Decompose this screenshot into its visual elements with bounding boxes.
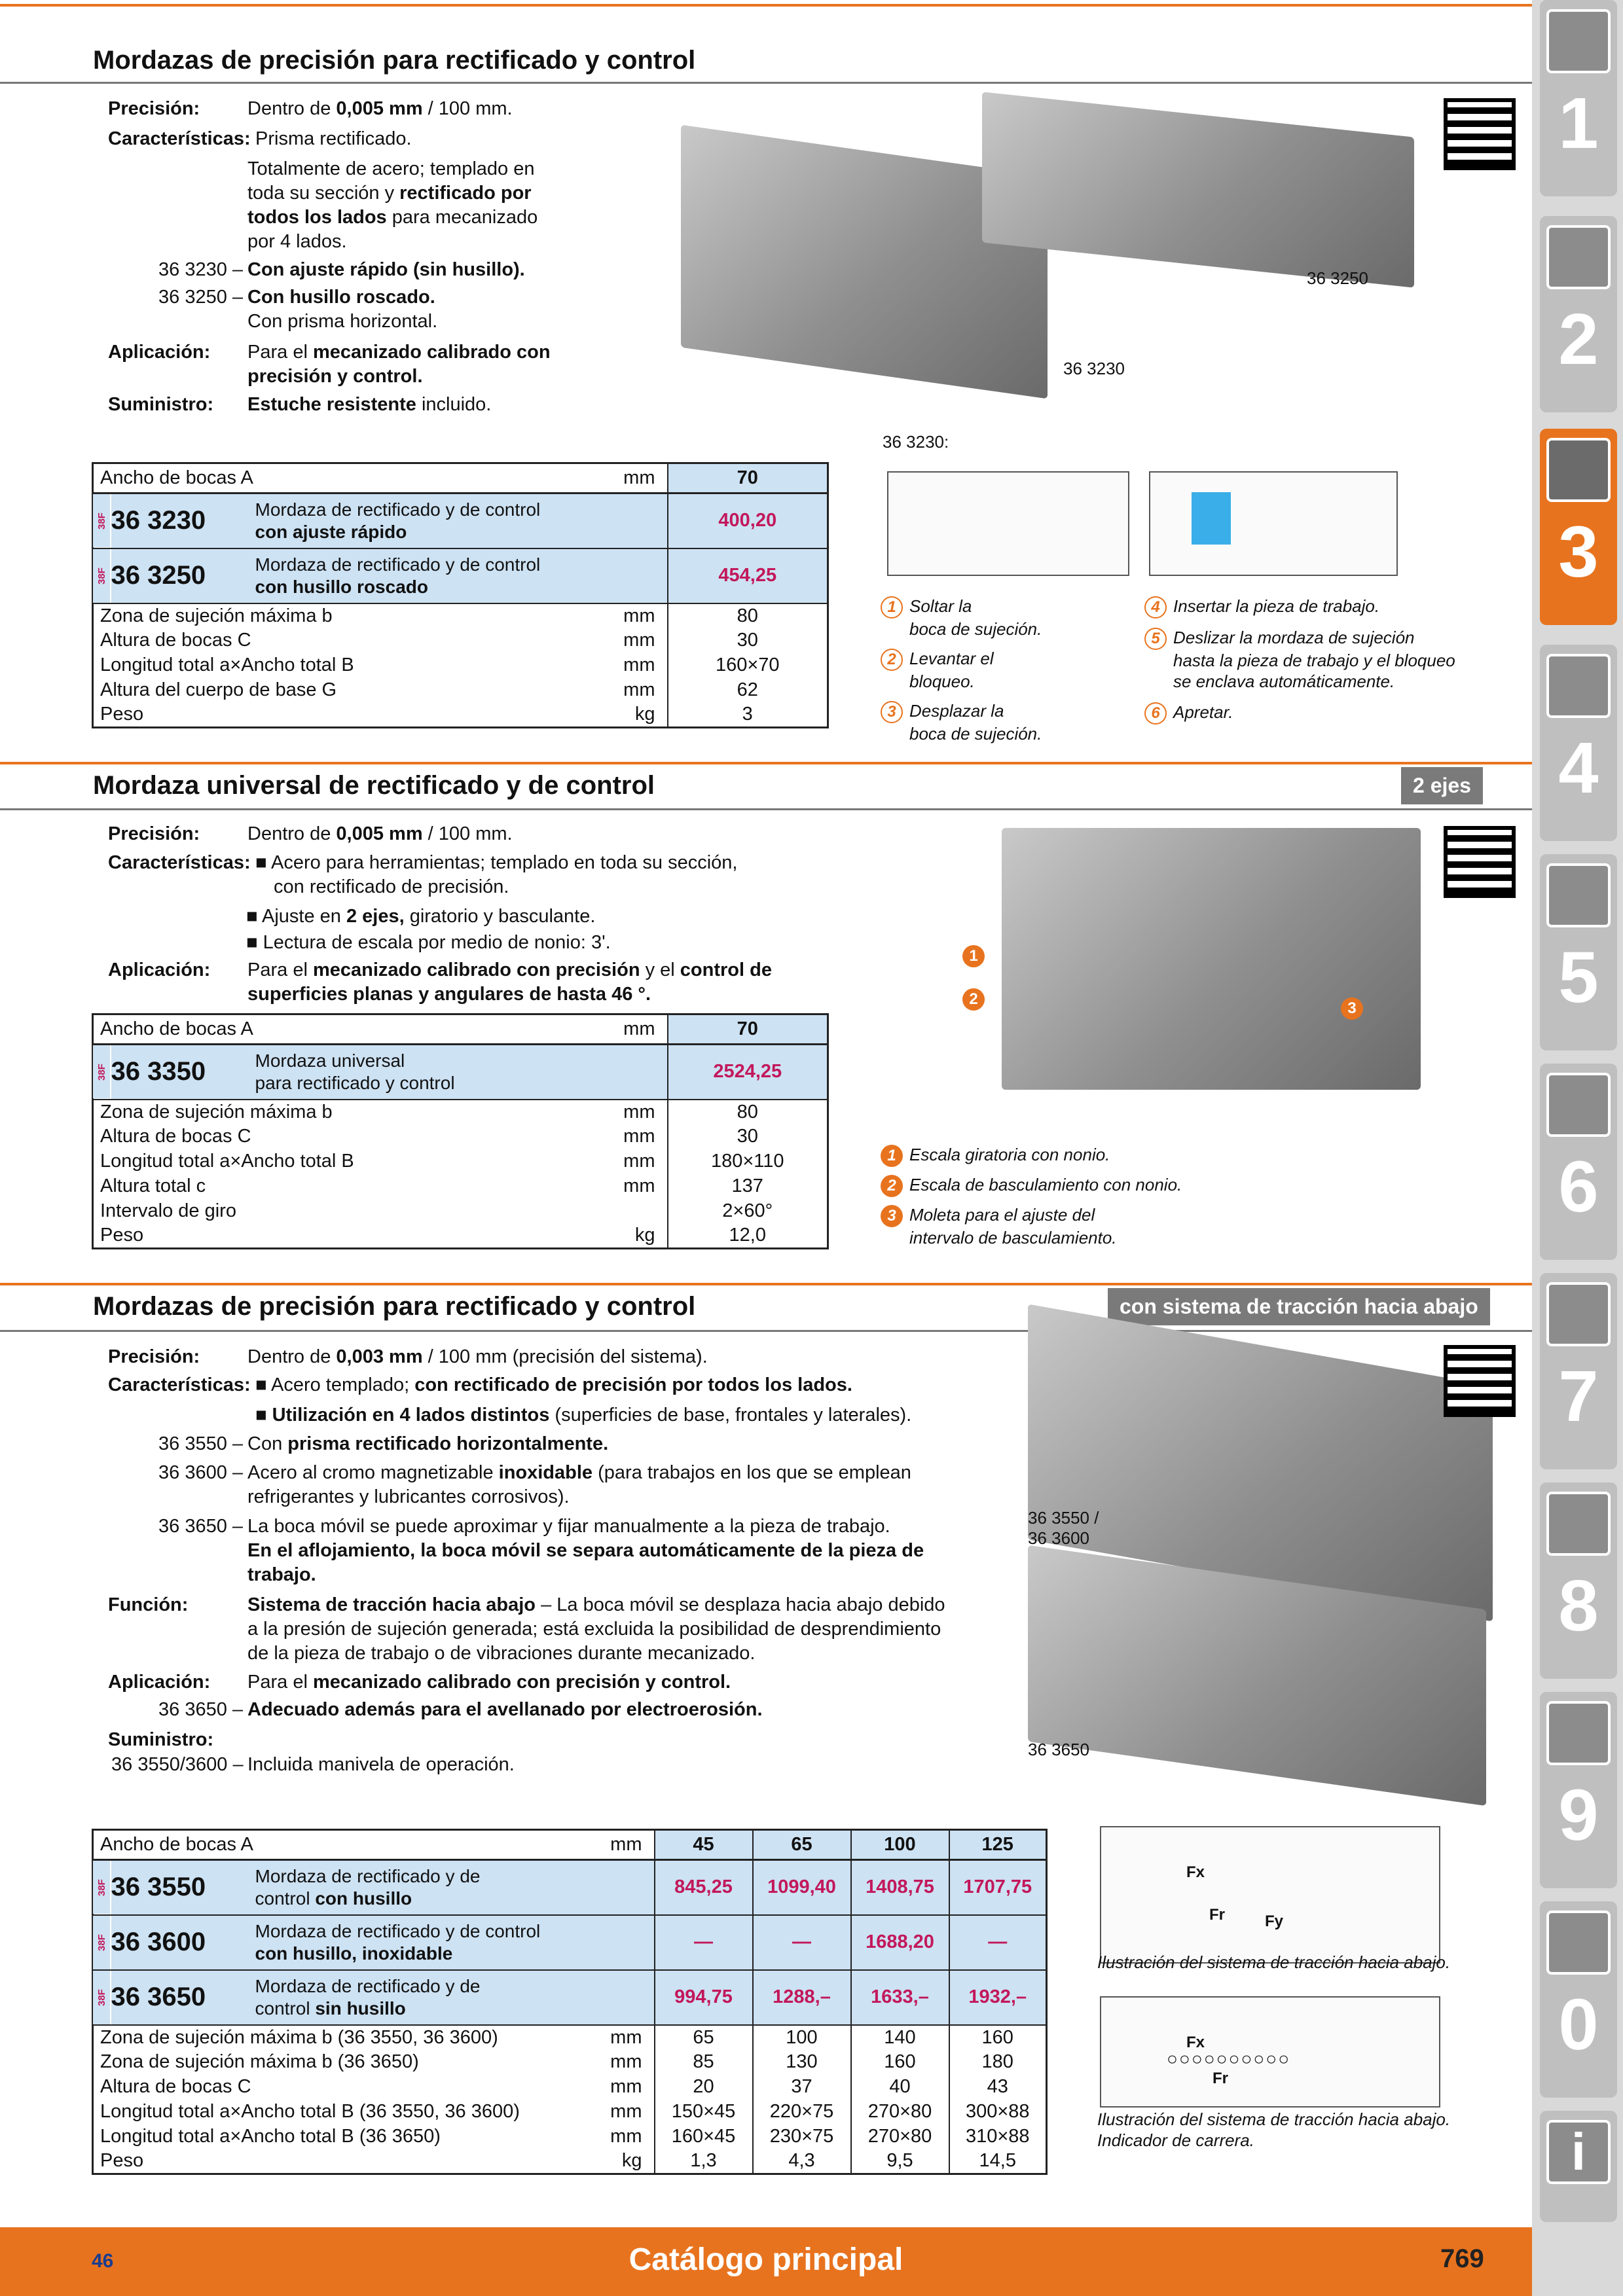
supply-label: Suministro: [108, 1729, 214, 1750]
application-label: Aplicación: [108, 342, 211, 363]
features-text: ■ Acero templado; con rectificado de precisión por todos los lados. [255, 1374, 852, 1395]
chapter-tab-3[interactable]: 3 [1540, 429, 1617, 625]
supply-text: Incluida manivela de operación. [247, 1754, 515, 1775]
chapter-tab-6[interactable]: 6 [1540, 1064, 1617, 1260]
variant-text: Con ajuste rápido (sin husillo). [247, 259, 525, 280]
section-rule [0, 762, 1532, 764]
table-row: Altura del cuerpo de base G mm 62 [93, 678, 828, 703]
callout-note: 3 Moleta para el ajuste del intervalo de basculamiento. [881, 1204, 1117, 1248]
page-number-left: 46 [92, 2250, 114, 2272]
callout-marker: 3 [1341, 997, 1370, 1020]
precision-text: Dentro de 0,005 mm / 100 mm. [247, 823, 513, 844]
chapter-tab-8[interactable]: 8 [1540, 1482, 1617, 1679]
chapter-tab-2[interactable]: 2 [1540, 216, 1617, 412]
features-text: ■ Utilización en 4 lados distintos (superficies de base, frontales y laterales). [255, 1405, 912, 1426]
application-label: Aplicación: [108, 1672, 211, 1693]
step-note: 4 Insertar la pieza de trabajo. [1144, 596, 1379, 619]
table-row: 38F 36 3250 Mordaza de rectificado y de control con husillo roscado 454,25 [93, 548, 828, 603]
diagram-caption: 36 3230: [883, 432, 949, 452]
variant-code: 36 3650 – [158, 1699, 244, 1720]
section-title-rule [0, 1330, 1532, 1332]
wrench-icon [1546, 1073, 1611, 1137]
function-label: Función: [108, 1594, 189, 1615]
operating-diagram-2 [1149, 471, 1398, 576]
application-text: Para el mecanizado calibrado con precisión y control. [247, 342, 551, 387]
photo-caption: 36 3550 / 36 3600 [1028, 1508, 1099, 1548]
drill-bit-icon [1546, 9, 1611, 73]
step-note: 1 Soltar la boca de sujeción. [881, 596, 1042, 639]
features-text: ■ Acero para herramientas; templado en toda su sección, con rectificado de precisión. [255, 852, 738, 897]
features-label: Características: [108, 852, 251, 873]
table-row: 38F 36 3550 Mordaza de rectificado y de control con husillo 845,25 1099,40 1408,75 1707,75 [93, 1860, 1047, 1915]
table-row: Zona de sujeción máxima b mm 80 [93, 1100, 828, 1124]
features-label: Características: [108, 128, 251, 149]
table-row: Altura de bocas C mm 20 37 40 43 [93, 2075, 1047, 2100]
force-diagram-2: Fx Fr ○○○○○○○○○○ [1100, 1996, 1440, 2108]
operating-diagram-1 [887, 471, 1129, 576]
photo-caption: 36 3230 [1063, 359, 1125, 378]
step-note: 3 Desplazar la boca de sujeción. [881, 700, 1042, 744]
chapter-tab-0[interactable]: 0 [1540, 1901, 1617, 2098]
variant-code: 36 3650 – [158, 1516, 244, 1537]
qr-code-icon [1444, 98, 1516, 170]
chapter-tab-4[interactable]: 4 [1540, 645, 1617, 841]
table-row: Altura total c mm 137 [93, 1174, 828, 1199]
callout-note: 1 Escala giratoria con nonio. [881, 1144, 1110, 1167]
step-note: 6 Apretar. [1144, 702, 1233, 725]
cabinet-icon [1546, 1701, 1611, 1765]
table-row: Longitud total a×Ancho total B (36 3650) mm 160×45 230×75 270×80 310×88 [93, 2125, 1047, 2149]
precision-text: Dentro de 0,005 mm / 100 mm. [247, 98, 513, 119]
table-row: Intervalo de giro 2×60° [93, 1199, 828, 1224]
application-label: Aplicación: [108, 960, 211, 980]
features-text: ■ Ajuste en 2 ejes, giratorio y basculante. [246, 906, 596, 927]
section-title-rule [0, 808, 1532, 810]
system-badge: con sistema de tracción hacia abajo [1108, 1288, 1490, 1325]
table-row: Zona de sujeción máxima b mm 80 [93, 603, 828, 628]
function-text: Sistema de tracción hacia abajo – La boca móvil se desplaza hacia abajo debido a la presión de sujeción generada; está excluida la posibilidad de desprendimiento de la pieza de trabajo o de vibraciones durante mecanizado. [247, 1594, 945, 1664]
callout-marker: 1 [962, 945, 991, 967]
chuck-icon [1546, 438, 1611, 502]
table-row: Longitud total a×Ancho total B mm 180×110 [93, 1149, 828, 1174]
variant-text: Acero al cromo magnetizable inoxidable (para trabajos en los que se emplean refrigerantes y lubricantes corrosivos). [247, 1462, 911, 1507]
precision-label: Precisión: [108, 823, 200, 844]
table-row: Zona de sujeción máxima b (36 3650) mm 85 130 160 180 [93, 2050, 1047, 2075]
variant-code: 36 3230 – [158, 259, 244, 280]
variant-text: Con prisma rectificado horizontalmente. [247, 1433, 609, 1454]
callout-marker: 2 [962, 988, 991, 1011]
section-title: Mordazas de precisión para rectificado y control [93, 1292, 696, 1321]
table-row: 38F 36 3230 Mordaza de rectificado y de control con ajuste rápido 400,20 [93, 493, 828, 548]
supply-text: Estuche resistente incluido. [247, 394, 492, 415]
features-text: Prisma rectificado. [255, 128, 412, 149]
chapter-tab-7[interactable]: 7 [1540, 1273, 1617, 1469]
table-row: 38F 36 3350 Mordaza universal para rectificado y control 2524,25 [93, 1045, 828, 1100]
page-footer [0, 2227, 1532, 2296]
pliers-icon [1546, 1282, 1611, 1346]
tool-case-icon [1546, 1492, 1611, 1556]
precision-label: Precisión: [108, 98, 200, 119]
workpiece-shape [1192, 492, 1231, 545]
table-row: Altura de bocas C mm 30 [93, 628, 828, 653]
diagram-caption: Ilustración del sistema de tracción hacia abajo. [1097, 1952, 1451, 1972]
features-label: Características: [108, 1374, 251, 1395]
section-rule [0, 1283, 1532, 1285]
hole-row-icon: ○○○○○○○○○○ [1167, 2049, 1291, 2069]
chapter-tab-9[interactable]: 9 [1540, 1692, 1617, 1888]
table-row: Longitud total a×Ancho total B mm 160×70 [93, 653, 828, 678]
section-rule [0, 4, 1532, 7]
precision-label: Precisión: [108, 1346, 200, 1367]
saw-blade-icon [1546, 863, 1611, 927]
chapter-tab-info[interactable] [1540, 2111, 1617, 2222]
spec-table: Ancho de bocas A mm 45 65 100 125 38F 36 3550 Mordaza de rectificado y de control con husillo 845,25 1099,40 1408,75 1707,75 38F 36 3600 Mordaza de rectificado y de control con husillo, inoxidable — — 1688,20 — 38F 36 3650 Mordaza de rectificado y de control sin husillo 994,75 1288,– 1633,– 1932,– Zona de sujeción máxima b (36 3550, 36 3600) mm 65 100 140 160 Zona de sujeción máxima b (36 3650) mm 85 130 160 180 Altura de bocas C mm 20 37 40 43 Longitud total a×Ancho total B (36 3550, 36 3600) mm 150×45 220×75 270×80 300×88 Longitud total a×Ancho total B (36 3650) mm 160×45 230×75 270×80 310×88 Peso kg 1,3 4,3 9,5 14,5 [92, 1829, 1048, 2175]
table-row: Peso kg 3 [93, 703, 828, 728]
qr-code-icon [1444, 1345, 1516, 1417]
photo-caption: 36 3250 [1307, 268, 1368, 288]
section-title-rule [0, 82, 1532, 84]
table-row: Longitud total a×Ancho total B (36 3550, 36 3600) mm 150×45 220×75 270×80 300×88 [93, 2100, 1047, 2125]
page-number-right: 769 [1440, 2244, 1484, 2273]
insert-tool-icon [1546, 225, 1611, 289]
features-text: ■ Lectura de escala por medio de nonio: 3'. [246, 932, 611, 953]
chapter-tab-1[interactable]: 1 [1540, 0, 1617, 196]
chapter-tab-strip [1532, 0, 1623, 2296]
application-text: Para el mecanizado calibrado con precisión y el control de superficies planas y angulares de hasta 46 °. [247, 960, 772, 1005]
callout-note: 2 Escala de basculamiento con nonio. [881, 1174, 1182, 1197]
chapter-tab-5[interactable]: 5 [1540, 854, 1617, 1050]
force-diagram-1: Fx Fr Fy [1100, 1826, 1440, 1964]
variant-code: 36 3250 – [158, 287, 244, 308]
step-note: 5 Deslizar la mordaza de sujeción hasta la pieza de trabajo y el bloqueo se enclava automáticamente. [1144, 627, 1455, 692]
safety-goggles-icon [1546, 1910, 1611, 1975]
diagram-caption: Ilustración del sistema de tracción hacia abajo. Indicador de carrera. [1097, 2109, 1451, 2150]
table-row: 38F 36 3600 Mordaza de rectificado y de control con husillo, inoxidable — — 1688,20 — [93, 1915, 1047, 1970]
axis-badge: 2 ejes [1401, 767, 1483, 804]
table-row: Peso kg 12,0 [93, 1224, 828, 1249]
variant-text: La boca móvil se puede aproximar y fijar manualmente a la pieza de trabajo. En el aflojamiento, la boca móvil se separa automáticamente de la pieza de trabajo. [247, 1516, 924, 1585]
variant-code: 36 3550 – [158, 1433, 244, 1454]
section-title: Mordaza universal de rectificado y de control [93, 771, 655, 800]
info-icon: i [1546, 2120, 1611, 2184]
variant-text: Con husillo roscado. Con prisma horizontal. [247, 287, 438, 332]
features-text-2: Totalmente de acero; templado en toda su sección y rectificado por todos los lados para mecanizado por 4 lados. [247, 158, 538, 252]
table-row: Altura de bocas C mm 30 [93, 1124, 828, 1149]
variant-text: Adecuado además para el avellanado por electroerosión. [247, 1699, 763, 1720]
caliper-icon [1546, 654, 1611, 718]
qr-code-icon [1444, 826, 1516, 898]
supply-label: Suministro: [108, 394, 214, 415]
section-title: Mordazas de precisión para rectificado y control [93, 46, 696, 75]
variant-code: 36 3550/3600 – [111, 1754, 244, 1775]
universal-vise-photo [1002, 828, 1421, 1090]
application-text: Para el mecanizado calibrado con precisión y control. [247, 1672, 731, 1693]
photo-caption: 36 3650 [1028, 1740, 1089, 1759]
precision-text: Dentro de 0,003 mm / 100 mm (precisión del sistema). [247, 1346, 708, 1367]
table-row: 38F 36 3650 Mordaza de rectificado y de control sin husillo 994,75 1288,– 1633,– 1932,– [93, 1970, 1047, 2025]
spec-table: Ancho de bocas A mm 70 38F 36 3350 Mordaza universal para rectificado y control 2524,25 Zona de sujeción máxima b mm 80 Altura de bocas C mm 30 Longitud total a×Ancho total B mm 180×110 Altura total c mm 137 Intervalo de giro 2×60° Peso kg 12,0 [92, 1013, 829, 1249]
variant-code: 36 3600 – [158, 1462, 244, 1483]
spec-table: Ancho de bocas A mm 70 38F 36 3230 Mordaza de rectificado y de control con ajuste rápido 400,20 38F 36 3250 Mordaza de rectificado y de control con husillo roscado 454,25 Zona de sujeción máxima b mm 80 Altura de bocas C mm 30 Longitud total a×Ancho total B mm 160×70 Altura del cuerpo de base G mm 62 Peso kg 3 [92, 462, 829, 728]
table-row: Peso kg 1,3 4,3 9,5 14,5 [93, 2149, 1047, 2174]
table-row: Zona de sujeción máxima b (36 3550, 36 3600) mm 65 100 140 160 [93, 2025, 1047, 2050]
catalog-title: Catálogo principal [629, 2242, 903, 2277]
step-note: 2 Levantar el bloqueo. [881, 648, 994, 692]
